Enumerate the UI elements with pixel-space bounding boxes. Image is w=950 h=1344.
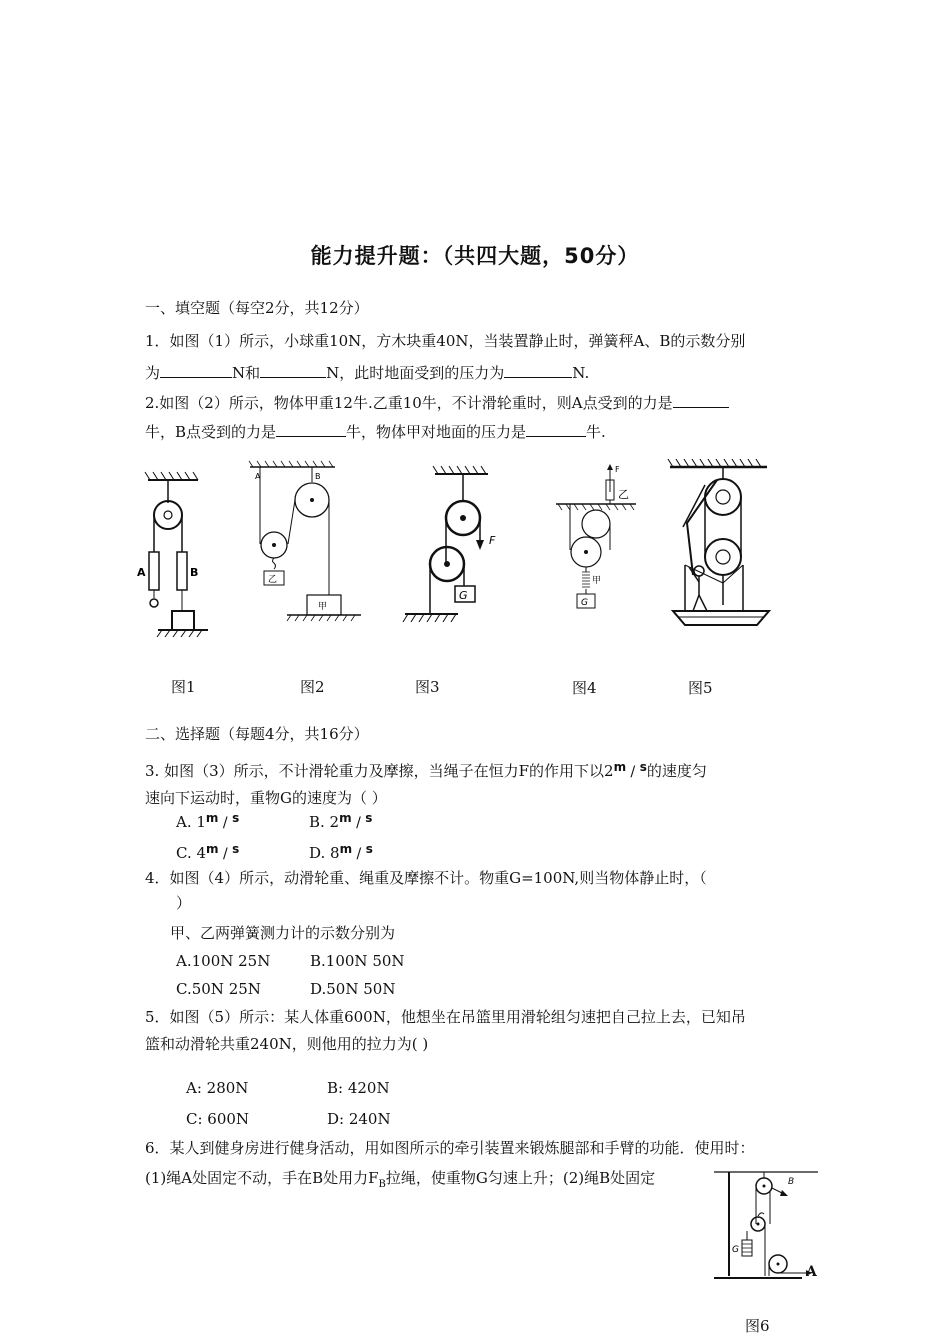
q3-option-b-text: B. 2 — [309, 813, 340, 831]
q5-line2: 篮和动滑轮共重240N，则他用的拉力为( ) — [145, 1035, 429, 1053]
caption-fig2: 图2 — [300, 678, 325, 696]
q3-line2: 速向下运动时，重物G的速度为（ ） — [145, 789, 387, 807]
page-title: 能力提升题：（共四大题，50分） — [310, 244, 640, 268]
q3-option-b-unit-slash: / — [351, 815, 366, 831]
figure-5-diagram — [665, 455, 777, 635]
caption-fig1: 图1 — [171, 678, 196, 696]
q3-option-c[interactable] — [176, 839, 239, 864]
fig1-label-a: A — [137, 566, 146, 579]
fig4-label-f: F — [615, 465, 620, 474]
q3-option-d-unit — [339, 842, 373, 862]
figure-1-diagram — [137, 470, 220, 645]
q2-text-1: 2.如图（2）所示，物体甲重12牛.乙重10牛，不计滑轮重时，则A点受到的力是 — [145, 394, 673, 412]
q1-text-3: N，此时地面受到的压力为 — [326, 364, 505, 382]
figure-2-diagram — [245, 460, 365, 630]
q1-blank-a[interactable] — [160, 362, 232, 378]
caption-fig3: 图3 — [415, 678, 440, 696]
q3-option-b[interactable] — [309, 808, 372, 833]
q3-option-c-unit-m: m — [206, 842, 219, 856]
q2-blank-b[interactable] — [276, 421, 346, 437]
q3-option-d-text: D. 8 — [309, 844, 340, 862]
fig4-label-yi: 乙 — [618, 488, 629, 501]
fig2-label-jia: 甲 — [318, 602, 328, 612]
caption-fig6: 图6 — [745, 1317, 770, 1335]
q3-unit-s: s — [639, 760, 647, 774]
fig1-label-b: B — [190, 566, 199, 579]
figure-4-diagram — [548, 462, 643, 617]
q4-line3: 甲、乙两弹簧测力计的示数分别为 — [170, 924, 396, 942]
q1-text-1: 为 — [145, 364, 161, 382]
q3-text-1: 3. 如图（3）所示，不计滑轮重力及摩擦，当绳子在恒力F的作用下以2 — [145, 762, 614, 780]
q1-line2 — [145, 362, 589, 383]
q3-option-c-unit-slash: / — [218, 846, 233, 862]
q2-blank-a[interactable] — [673, 392, 729, 408]
q2-line1 — [145, 392, 729, 413]
q3-option-b-unit — [339, 811, 373, 831]
section1-heading: 一、填空题（每空2分，共12分） — [145, 299, 369, 317]
q4-line2: ） — [176, 894, 192, 912]
fig6-label-b-text: B — [788, 1177, 795, 1187]
q2-line2 — [145, 421, 606, 442]
q3-option-c-text: C. 4 — [176, 844, 207, 862]
fig4-label-jia: 甲 — [592, 576, 602, 586]
q5-option-a[interactable]: A: 280N — [186, 1079, 249, 1097]
q1-blank-b[interactable] — [260, 362, 326, 378]
figure-3-diagram — [400, 462, 510, 632]
q3-option-a[interactable] — [176, 808, 239, 833]
q6-line1: 6．某人到健身房进行健身活动，用如图所示的牵引装置来锻炼腿部和手臂的功能．使用时： — [145, 1139, 755, 1157]
q2-blank-c[interactable] — [526, 421, 586, 437]
q3-option-d-unit-s: s — [365, 842, 373, 856]
q5-option-c[interactable]: C: 600N — [186, 1110, 250, 1128]
q6-subscript-b: B — [378, 1179, 386, 1190]
q1-blank-c[interactable] — [504, 362, 572, 378]
fig2-label-a: A — [255, 472, 261, 481]
q3-option-b-unit-s: s — [365, 811, 373, 825]
q3-option-b-unit-m: m — [339, 811, 352, 825]
q3-option-d-unit-slash: / — [352, 846, 366, 862]
q2-text-3: 牛，物体甲对地面的压力是 — [346, 423, 527, 441]
caption-fig4: 图4 — [572, 679, 597, 697]
fig4-label-g: G — [581, 598, 588, 608]
q6-text-1: (1)绳A处固定不动，手在B处用力F — [145, 1169, 379, 1187]
q4-option-c[interactable]: C.50N 25N — [176, 980, 261, 998]
q3-option-a-unit-slash: / — [218, 815, 233, 831]
section2-heading: 二、选择题（每题4分，共16分） — [145, 725, 369, 743]
q5-line1: 5．如图（5）所示：某人体重600N，他想坐在吊篮里用滑轮组匀速把自己拉上去，已知吊 — [145, 1008, 746, 1026]
fig3-label-f: F — [489, 534, 496, 547]
q1-text-2: N和 — [232, 364, 261, 382]
q3-option-a-unit — [205, 811, 240, 831]
q3-option-a-unit-m: m — [205, 811, 219, 825]
fig3-label-g: G — [459, 589, 468, 602]
q3-text-2: 的速度匀 — [646, 762, 707, 780]
q3-option-c-unit-s: s — [232, 842, 240, 856]
fig2-label-b: B — [315, 472, 321, 481]
q4-option-b[interactable]: B.100N 50N — [310, 952, 405, 970]
fig2-label-yi: 乙 — [268, 575, 278, 585]
caption-fig5: 图5 — [688, 679, 713, 697]
q6-text-2: 拉绳，使重物G匀速上升；(2)绳B处固定 — [385, 1169, 656, 1187]
fig6-label-g: G — [732, 1245, 739, 1255]
q5-option-d[interactable]: D: 240N — [327, 1110, 391, 1128]
q2-text-2: 牛，B点受到的力是 — [145, 423, 277, 441]
q5-option-b[interactable]: B: 420N — [327, 1079, 390, 1097]
q1-line1: 1．如图（1）所示，小球重10N，方木块重40N，当装置静止时，弹簧秤A、B的示数分别 — [145, 332, 746, 350]
q3-line1 — [145, 757, 707, 782]
q3-option-c-unit — [206, 842, 240, 862]
q3-option-d[interactable] — [309, 839, 373, 864]
q6-line2 — [145, 1168, 720, 1195]
q3-option-a-unit-s: s — [232, 811, 240, 825]
q1-text-4: N. — [572, 364, 590, 382]
q3-unit-speed — [613, 760, 647, 780]
q4-option-d[interactable]: D.50N 50N — [310, 980, 396, 998]
fig6-label-a: A — [806, 1264, 817, 1280]
q4-option-a[interactable]: A.100N 25N — [176, 952, 271, 970]
q3-option-a-text: A. 1 — [176, 813, 206, 831]
q3-option-d-unit-m: m — [339, 842, 353, 856]
q3-unit-slash: / — [626, 764, 640, 780]
q3-unit-m: m — [613, 760, 627, 774]
q2-text-4: 牛. — [586, 423, 606, 441]
q4-line1: 4．如图（4）所示，动滑轮重、绳重及摩擦不计。物重G=100N,则当物体静止时，（ — [145, 869, 707, 887]
